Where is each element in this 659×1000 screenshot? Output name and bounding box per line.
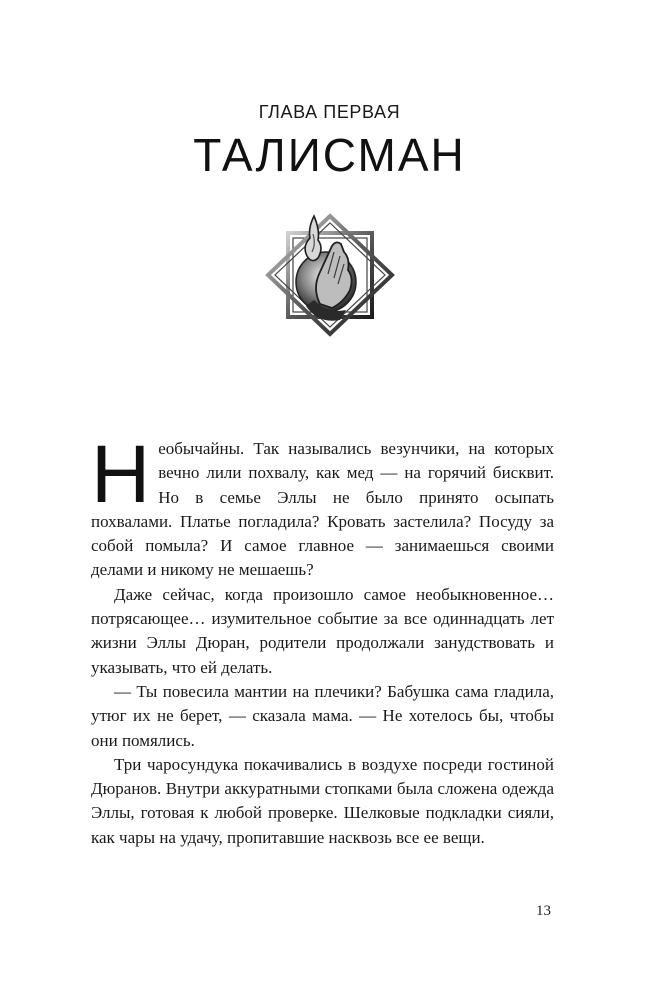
drop-cap: Н bbox=[91, 429, 151, 520]
chapter-title: ТАЛИСМАН bbox=[193, 129, 466, 181]
paragraph: Даже сейчас, когда произошло самое необыкновенное… потрясающее… изумительное событие за все одиннадцать лет жизни Эллы Дюран, родители продолжали занудствовать и указывать, что ей делать. bbox=[91, 584, 554, 677]
paragraph-text: еобычайны. Так назывались везунчики, на которых вечно лили похвалу, как мед — на горячий бисквит. Но в семье Эллы не было принято осыпать похвалами. Платье погладила? Кровать застелила? Посуду за собой помыла? И самое главное — занимаешься своими делами и никому не мешаешь? bbox=[91, 439, 554, 580]
chapter-label: ГЛАВА ПЕРВАЯ bbox=[258, 102, 401, 122]
chapter-body-text bbox=[91, 429, 554, 850]
paragraph bbox=[91, 429, 554, 583]
paragraph: Три чаросундука покачивались в воздухе посреди гостиной Дюранов. Внутри аккуратными стопками была сложена одежда Эллы, готовая к любой проверке. Шелковые подкладки сияли, как чары на удачу, пропитавшие насквозь все ее вещи. bbox=[91, 754, 554, 847]
paragraph: — Ты повесила мантии на плечики? Бабушка сама гладила, утюг их не берет, — сказала мама. — Не хотелось бы, чтобы они помялись. bbox=[91, 681, 554, 750]
page-number: 13 bbox=[536, 903, 551, 919]
praying-hand-emblem-icon bbox=[262, 212, 398, 338]
